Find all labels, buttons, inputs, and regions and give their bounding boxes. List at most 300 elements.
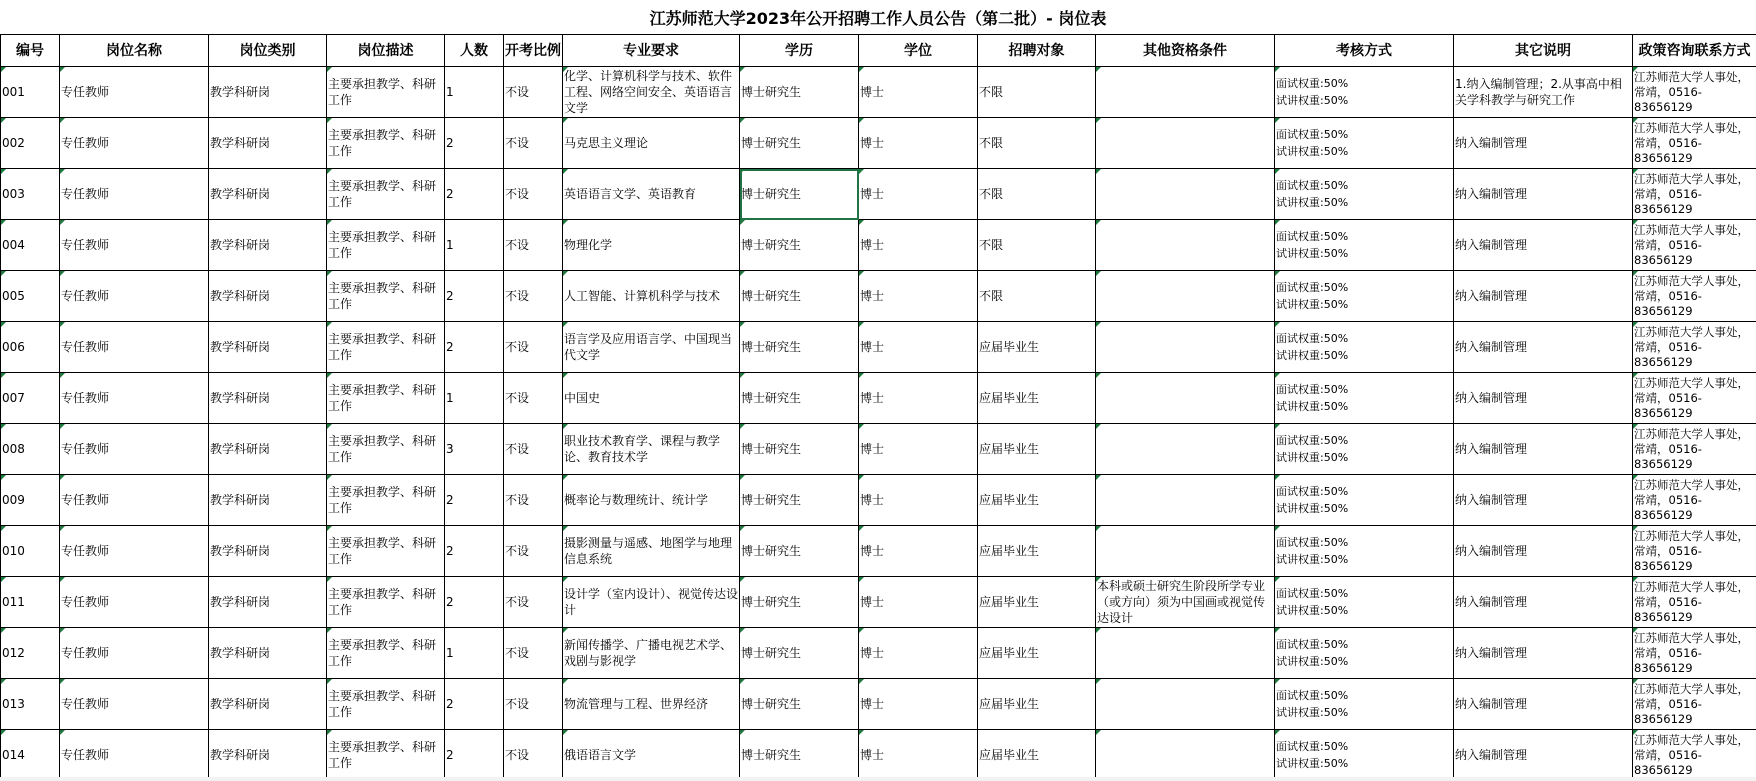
cell-assessment-method[interactable]	[1275, 118, 1454, 169]
cell-recruit-target[interactable]	[978, 322, 1096, 373]
header-education[interactable]: 学历	[740, 35, 859, 67]
cell-other-notes-text: 纳入编制管理	[1455, 697, 1528, 711]
table-row	[1, 220, 1756, 271]
cell-position-name[interactable]	[60, 220, 209, 271]
cell-degree[interactable]	[859, 577, 978, 628]
cell-position-name[interactable]	[60, 373, 209, 424]
cell-position-category-text: 教学科研岗	[210, 238, 271, 252]
cell-education[interactable]	[740, 679, 859, 730]
cell-major-requirement[interactable]	[563, 679, 740, 730]
header-position-description[interactable]: 岗位描述	[327, 35, 445, 67]
cell-education-text: 博士研究生	[741, 442, 802, 456]
cell-major-requirement[interactable]	[563, 67, 740, 118]
cell-exam-ratio[interactable]	[504, 373, 563, 424]
cell-major-requirement-text: 概率论与数理统计、统计学	[564, 493, 709, 507]
header-recruit-target[interactable]: 招聘对象	[978, 35, 1096, 67]
cell-recruit-target[interactable]	[978, 373, 1096, 424]
cell-id-text: 008	[2, 442, 25, 456]
cell-position-category[interactable]	[209, 322, 327, 373]
cell-position-name[interactable]	[60, 730, 209, 781]
header-position-name[interactable]: 岗位名称	[60, 35, 209, 67]
cell-other-qualifications[interactable]	[1096, 271, 1275, 322]
assessment-weight-line: 试讲权重:50%	[1276, 400, 1349, 413]
contact-text: 江苏师范大学人事处，常靖，0516-83656129	[1634, 375, 1749, 420]
cell-headcount-text: 2	[446, 493, 454, 507]
cell-recruit-target-text: 应届毕业生	[979, 442, 1040, 456]
cell-id-text: 002	[2, 136, 25, 150]
cell-other-qualifications[interactable]	[1096, 526, 1275, 577]
table-row	[1, 322, 1756, 373]
cell-position-category[interactable]	[209, 67, 327, 118]
cell-other-notes[interactable]	[1454, 577, 1633, 628]
contact-text: 江苏师范大学人事处，常靖，0516-83656129	[1634, 477, 1749, 522]
cell-headcount[interactable]	[445, 628, 504, 679]
cell-other-qualifications[interactable]	[1096, 628, 1275, 679]
cell-major-requirement[interactable]	[563, 322, 740, 373]
cell-headcount-text: 2	[446, 595, 454, 609]
cell-other-notes-text: 纳入编制管理	[1455, 340, 1528, 354]
horizontal-scroll-strip[interactable]	[0, 777, 1756, 781]
cell-major-requirement[interactable]	[563, 169, 740, 220]
cell-headcount[interactable]	[445, 679, 504, 730]
cell-other-notes[interactable]	[1454, 220, 1633, 271]
cell-contact[interactable]	[1633, 475, 1756, 526]
cell-position-category[interactable]	[209, 424, 327, 475]
cell-id[interactable]	[1, 424, 60, 475]
assessment-weight-line: 试讲权重:50%	[1276, 502, 1349, 515]
cell-other-qualifications[interactable]	[1096, 730, 1275, 781]
cell-education-text: 博士研究生	[741, 136, 802, 150]
cell-exam-ratio-text: 不设	[505, 544, 530, 558]
contact-text: 江苏师范大学人事处，常靖，0516-83656129	[1634, 69, 1749, 114]
cell-assessment-method[interactable]	[1275, 220, 1454, 271]
header-other-notes[interactable]: 其它说明	[1454, 35, 1633, 67]
cell-exam-ratio[interactable]	[504, 67, 563, 118]
cell-position-category[interactable]	[209, 628, 327, 679]
cell-major-requirement[interactable]	[563, 424, 740, 475]
cell-contact[interactable]	[1633, 679, 1756, 730]
cell-other-notes-text: 纳入编制管理	[1455, 493, 1528, 507]
cell-other-notes[interactable]	[1454, 67, 1633, 118]
cell-headcount-text: 1	[446, 391, 454, 405]
assessment-weight-line: 试讲权重:50%	[1276, 349, 1349, 362]
header-row	[1, 35, 1756, 67]
cell-position-description-text: 主要承担教学、科研工作	[328, 689, 437, 719]
cell-position-name-text: 专任教师	[61, 136, 110, 150]
cell-other-qualifications[interactable]	[1096, 424, 1275, 475]
cell-other-notes[interactable]	[1454, 628, 1633, 679]
cell-major-requirement[interactable]	[563, 526, 740, 577]
cell-position-name[interactable]	[60, 271, 209, 322]
cell-education[interactable]	[740, 373, 859, 424]
cell-other-notes[interactable]	[1454, 424, 1633, 475]
cell-contact[interactable]	[1633, 169, 1756, 220]
cell-exam-ratio[interactable]	[504, 424, 563, 475]
cell-position-description[interactable]	[327, 169, 445, 220]
cell-other-qualifications[interactable]	[1096, 169, 1275, 220]
cell-other-qualifications[interactable]	[1096, 679, 1275, 730]
cell-major-requirement[interactable]	[563, 271, 740, 322]
cell-recruit-target[interactable]	[978, 628, 1096, 679]
cell-education[interactable]	[740, 628, 859, 679]
header-id[interactable]: 编号	[1, 35, 60, 67]
cell-other-qualifications[interactable]	[1096, 373, 1275, 424]
cell-assessment-method[interactable]	[1275, 373, 1454, 424]
cell-exam-ratio-text: 不设	[505, 595, 530, 609]
cell-id[interactable]	[1, 730, 60, 781]
cell-position-description[interactable]	[327, 322, 445, 373]
cell-position-description-text: 主要承担教学、科研工作	[328, 587, 437, 617]
cell-position-description-text: 主要承担教学、科研工作	[328, 485, 437, 515]
assessment-weight-line: 面试权重:50%	[1276, 638, 1349, 651]
cell-education-selected[interactable]	[740, 169, 859, 220]
cell-education-text: 博士研究生	[741, 340, 802, 354]
cell-id[interactable]	[1, 169, 60, 220]
contact-text: 江苏师范大学人事处，常靖，0516-83656129	[1634, 324, 1749, 369]
cell-assessment-method[interactable]	[1275, 577, 1454, 628]
cell-position-category[interactable]	[209, 169, 327, 220]
cell-degree[interactable]	[859, 118, 978, 169]
cell-position-description[interactable]	[327, 628, 445, 679]
cell-exam-ratio[interactable]	[504, 220, 563, 271]
cell-contact[interactable]	[1633, 220, 1756, 271]
cell-headcount[interactable]	[445, 220, 504, 271]
assessment-weight-line: 面试权重:50%	[1276, 281, 1349, 294]
cell-id[interactable]	[1, 679, 60, 730]
cell-other-qualifications[interactable]	[1096, 322, 1275, 373]
cell-position-description[interactable]	[327, 424, 445, 475]
cell-recruit-target-text: 应届毕业生	[979, 595, 1040, 609]
cell-recruit-target-text: 应届毕业生	[979, 493, 1040, 507]
cell-contact[interactable]	[1633, 628, 1756, 679]
cell-recruit-target[interactable]	[978, 271, 1096, 322]
cell-exam-ratio[interactable]	[504, 322, 563, 373]
cell-headcount-text: 2	[446, 136, 454, 150]
table-row	[1, 526, 1756, 577]
cell-major-requirement[interactable]	[563, 118, 740, 169]
cell-other-qualifications[interactable]	[1096, 67, 1275, 118]
cell-id[interactable]	[1, 577, 60, 628]
cell-education-text: 博士研究生	[741, 289, 802, 303]
cell-exam-ratio[interactable]	[504, 271, 563, 322]
cell-degree[interactable]	[859, 730, 978, 781]
cell-assessment-method[interactable]	[1275, 526, 1454, 577]
cell-degree[interactable]	[859, 67, 978, 118]
cell-assessment-method[interactable]	[1275, 424, 1454, 475]
cell-degree[interactable]	[859, 169, 978, 220]
cell-exam-ratio[interactable]	[504, 628, 563, 679]
cell-degree-text: 博士	[860, 85, 885, 99]
cell-contact[interactable]	[1633, 526, 1756, 577]
cell-major-requirement-text: 化学、计算机科学与技术、软件工程、网络空间安全、英语语言文学	[564, 69, 733, 115]
cell-education[interactable]	[740, 220, 859, 271]
cell-position-description[interactable]	[327, 373, 445, 424]
assessment-weight-line: 试讲权重:50%	[1276, 451, 1349, 464]
header-assessment-method[interactable]: 考核方式	[1275, 35, 1454, 67]
table-row	[1, 628, 1756, 679]
cell-position-name[interactable]	[60, 628, 209, 679]
cell-headcount-text: 2	[446, 697, 454, 711]
cell-id-text: 007	[2, 391, 25, 405]
cell-position-name-text: 专任教师	[61, 493, 110, 507]
cell-exam-ratio-text: 不设	[505, 748, 530, 762]
cell-education[interactable]	[740, 271, 859, 322]
cell-position-category[interactable]	[209, 373, 327, 424]
cell-exam-ratio[interactable]	[504, 169, 563, 220]
cell-headcount[interactable]	[445, 322, 504, 373]
cell-degree[interactable]	[859, 475, 978, 526]
cell-other-notes[interactable]	[1454, 526, 1633, 577]
cell-major-requirement[interactable]	[563, 475, 740, 526]
cell-major-requirement-text: 职业技术教育学、课程与教学论、教育技术学	[564, 434, 721, 464]
contact-text: 江苏师范大学人事处，常靖，0516-83656129	[1634, 426, 1749, 471]
cell-position-description[interactable]	[327, 271, 445, 322]
cell-major-requirement-text: 中国史	[564, 391, 601, 405]
cell-exam-ratio-text: 不设	[505, 238, 530, 252]
cell-major-requirement[interactable]	[563, 730, 740, 781]
cell-recruit-target[interactable]	[978, 577, 1096, 628]
cell-position-description[interactable]	[327, 220, 445, 271]
cell-education-text: 博士研究生	[741, 697, 802, 711]
cell-position-description-text: 主要承担教学、科研工作	[328, 332, 437, 362]
cell-position-description[interactable]	[327, 679, 445, 730]
cell-education-text: 博士研究生	[741, 544, 802, 558]
cell-education[interactable]	[740, 118, 859, 169]
cell-assessment-method[interactable]	[1275, 322, 1454, 373]
cell-contact[interactable]	[1633, 118, 1756, 169]
cell-degree-text: 博士	[860, 136, 885, 150]
cell-exam-ratio[interactable]	[504, 730, 563, 781]
cell-assessment-method[interactable]	[1275, 679, 1454, 730]
cell-position-category[interactable]	[209, 220, 327, 271]
header-contact[interactable]: 政策咨询联系方式	[1633, 35, 1756, 67]
cell-degree[interactable]	[859, 679, 978, 730]
cell-recruit-target[interactable]	[978, 220, 1096, 271]
cell-contact[interactable]	[1633, 67, 1756, 118]
cell-other-notes[interactable]	[1454, 118, 1633, 169]
header-position-category[interactable]: 岗位类别	[209, 35, 327, 67]
cell-id-text: 006	[2, 340, 25, 354]
cell-headcount-text: 1	[446, 85, 454, 99]
cell-position-name[interactable]	[60, 679, 209, 730]
cell-assessment-method[interactable]	[1275, 628, 1454, 679]
cell-recruit-target-text: 应届毕业生	[979, 748, 1040, 762]
cell-position-name[interactable]	[60, 322, 209, 373]
cell-position-description[interactable]	[327, 526, 445, 577]
cell-headcount[interactable]	[445, 424, 504, 475]
cell-position-name[interactable]	[60, 67, 209, 118]
cell-position-name[interactable]	[60, 118, 209, 169]
cell-other-notes-text: 纳入编制管理	[1455, 391, 1528, 405]
cell-exam-ratio[interactable]	[504, 475, 563, 526]
cell-education[interactable]	[740, 526, 859, 577]
header-degree[interactable]: 学位	[859, 35, 978, 67]
cell-other-notes[interactable]	[1454, 373, 1633, 424]
cell-recruit-target[interactable]	[978, 169, 1096, 220]
cell-major-requirement-text: 摄影测量与遥感、地图学与地理信息系统	[564, 536, 733, 566]
cell-position-category-text: 教学科研岗	[210, 289, 271, 303]
cell-exam-ratio-text: 不设	[505, 289, 530, 303]
cell-position-category[interactable]	[209, 577, 327, 628]
cell-other-notes[interactable]	[1454, 271, 1633, 322]
cell-id[interactable]	[1, 271, 60, 322]
cell-id[interactable]	[1, 373, 60, 424]
assessment-weight-line: 试讲权重:50%	[1276, 247, 1349, 260]
cell-exam-ratio[interactable]	[504, 118, 563, 169]
cell-position-description[interactable]	[327, 730, 445, 781]
header-exam-ratio[interactable]: 开考比例	[504, 35, 563, 67]
cell-position-description[interactable]	[327, 577, 445, 628]
cell-education-text: 博士研究生	[741, 748, 802, 762]
assessment-weight-line: 面试权重:50%	[1276, 740, 1349, 753]
cell-headcount[interactable]	[445, 577, 504, 628]
cell-position-description[interactable]	[327, 67, 445, 118]
cell-recruit-target[interactable]	[978, 730, 1096, 781]
cell-position-description[interactable]	[327, 118, 445, 169]
cell-other-qualifications[interactable]	[1096, 118, 1275, 169]
job-position-table	[0, 34, 1756, 781]
cell-degree[interactable]	[859, 373, 978, 424]
cell-degree[interactable]	[859, 628, 978, 679]
assessment-weight-line: 试讲权重:50%	[1276, 94, 1349, 107]
cell-position-category[interactable]	[209, 526, 327, 577]
cell-position-name[interactable]	[60, 577, 209, 628]
cell-assessment-method[interactable]	[1275, 475, 1454, 526]
cell-position-name[interactable]	[60, 169, 209, 220]
cell-other-notes[interactable]	[1454, 169, 1633, 220]
cell-education-text: 博士研究生	[741, 85, 802, 99]
cell-education[interactable]	[740, 67, 859, 118]
cell-degree-text: 博士	[860, 697, 885, 711]
cell-headcount[interactable]	[445, 373, 504, 424]
cell-education[interactable]	[740, 730, 859, 781]
cell-recruit-target[interactable]	[978, 67, 1096, 118]
cell-position-category-text: 教学科研岗	[210, 391, 271, 405]
cell-other-notes[interactable]	[1454, 679, 1633, 730]
cell-contact[interactable]	[1633, 271, 1756, 322]
cell-position-category[interactable]	[209, 730, 327, 781]
cell-major-requirement[interactable]	[563, 373, 740, 424]
cell-contact[interactable]	[1633, 730, 1756, 781]
cell-position-category[interactable]	[209, 475, 327, 526]
cell-recruit-target[interactable]	[978, 424, 1096, 475]
cell-headcount-text: 2	[446, 340, 454, 354]
cell-recruit-target[interactable]	[978, 679, 1096, 730]
cell-recruit-target[interactable]	[978, 475, 1096, 526]
cell-education[interactable]	[740, 475, 859, 526]
cell-other-notes-text: 纳入编制管理	[1455, 238, 1528, 252]
assessment-weight-line: 试讲权重:50%	[1276, 757, 1349, 770]
cell-headcount[interactable]	[445, 730, 504, 781]
cell-id-text: 001	[2, 85, 25, 99]
cell-position-category[interactable]	[209, 679, 327, 730]
cell-education[interactable]	[740, 424, 859, 475]
cell-exam-ratio[interactable]	[504, 526, 563, 577]
cell-other-qualifications[interactable]	[1096, 577, 1275, 628]
cell-recruit-target[interactable]	[978, 118, 1096, 169]
cell-degree[interactable]	[859, 526, 978, 577]
assessment-weight-line: 面试权重:50%	[1276, 536, 1349, 549]
header-headcount[interactable]: 人数	[445, 35, 504, 67]
header-major-requirement[interactable]: 专业要求	[563, 35, 740, 67]
cell-id[interactable]	[1, 220, 60, 271]
table-row	[1, 577, 1756, 628]
cell-position-name[interactable]	[60, 424, 209, 475]
cell-exam-ratio[interactable]	[504, 679, 563, 730]
cell-other-notes[interactable]	[1454, 322, 1633, 373]
cell-recruit-target[interactable]	[978, 526, 1096, 577]
cell-other-qualifications[interactable]	[1096, 220, 1275, 271]
cell-degree-text: 博士	[860, 187, 885, 201]
cell-headcount[interactable]	[445, 67, 504, 118]
cell-other-notes[interactable]	[1454, 730, 1633, 781]
table-row	[1, 679, 1756, 730]
cell-position-description[interactable]	[327, 475, 445, 526]
cell-id[interactable]	[1, 475, 60, 526]
cell-assessment-method[interactable]	[1275, 730, 1454, 781]
cell-degree[interactable]	[859, 322, 978, 373]
cell-headcount[interactable]	[445, 169, 504, 220]
cell-headcount[interactable]	[445, 526, 504, 577]
cell-assessment-method[interactable]	[1275, 271, 1454, 322]
cell-id[interactable]	[1, 322, 60, 373]
cell-position-category-text: 教学科研岗	[210, 646, 271, 660]
assessment-weight-line: 面试权重:50%	[1276, 689, 1349, 702]
cell-education-text: 博士研究生	[741, 238, 802, 252]
cell-headcount[interactable]	[445, 475, 504, 526]
cell-contact[interactable]	[1633, 577, 1756, 628]
cell-id[interactable]	[1, 118, 60, 169]
cell-contact[interactable]	[1633, 373, 1756, 424]
cell-contact[interactable]	[1633, 424, 1756, 475]
cell-id[interactable]	[1, 628, 60, 679]
cell-degree-text: 博士	[860, 442, 885, 456]
cell-headcount[interactable]	[445, 118, 504, 169]
contact-text: 江苏师范大学人事处，常靖，0516-83656129	[1634, 528, 1749, 573]
cell-major-requirement[interactable]	[563, 628, 740, 679]
cell-headcount[interactable]	[445, 271, 504, 322]
cell-major-requirement[interactable]	[563, 577, 740, 628]
cell-education[interactable]	[740, 577, 859, 628]
cell-position-name[interactable]	[60, 475, 209, 526]
cell-headcount-text: 2	[446, 544, 454, 558]
cell-education-text: 博士研究生	[741, 493, 802, 507]
cell-major-requirement[interactable]	[563, 220, 740, 271]
cell-exam-ratio[interactable]	[504, 577, 563, 628]
cell-degree[interactable]	[859, 271, 978, 322]
cell-assessment-method[interactable]	[1275, 67, 1454, 118]
cell-education[interactable]	[740, 322, 859, 373]
contact-text: 江苏师范大学人事处，常靖，0516-83656129	[1634, 630, 1749, 675]
cell-education-text: 博士研究生	[741, 646, 802, 660]
cell-position-name[interactable]	[60, 526, 209, 577]
cell-degree[interactable]	[859, 220, 978, 271]
header-other-qualifications[interactable]: 其他资格条件	[1096, 35, 1275, 67]
cell-recruit-target-text: 应届毕业生	[979, 544, 1040, 558]
cell-degree[interactable]	[859, 424, 978, 475]
cell-position-description-text: 主要承担教学、科研工作	[328, 128, 437, 158]
cell-position-category[interactable]	[209, 271, 327, 322]
cell-id[interactable]	[1, 67, 60, 118]
cell-position-category[interactable]	[209, 118, 327, 169]
cell-contact[interactable]	[1633, 322, 1756, 373]
cell-assessment-method[interactable]	[1275, 169, 1454, 220]
cell-other-notes[interactable]	[1454, 475, 1633, 526]
cell-other-qualifications[interactable]	[1096, 475, 1275, 526]
cell-id[interactable]	[1, 526, 60, 577]
table-row	[1, 373, 1756, 424]
cell-recruit-target-text: 不限	[979, 238, 1004, 252]
